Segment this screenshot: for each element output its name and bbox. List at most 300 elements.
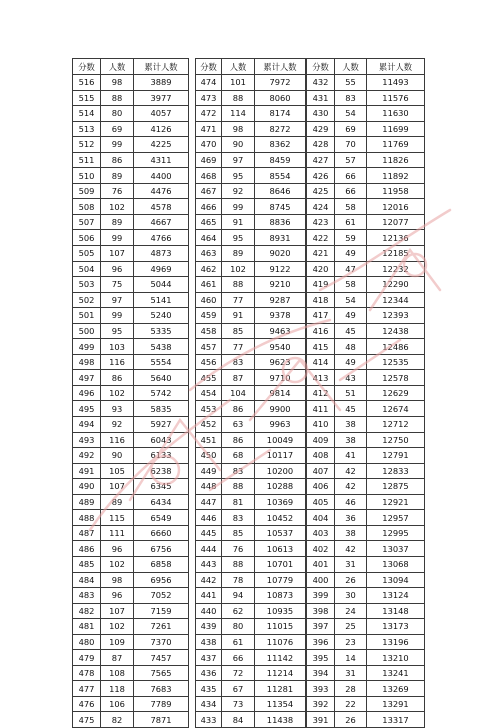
count-cell: 25 <box>335 619 367 635</box>
score-cell: 395 <box>307 650 335 666</box>
count-cell: 93 <box>101 401 134 417</box>
cumulative-cell: 13210 <box>367 650 425 666</box>
count-cell: 83 <box>335 90 367 106</box>
header-cumulative: 累计人数 <box>367 59 425 75</box>
table-body <box>73 75 189 728</box>
table-row <box>307 494 425 510</box>
score-cell: 483 <box>73 588 101 604</box>
table-row <box>196 230 306 246</box>
score-cell: 486 <box>73 541 101 557</box>
score-cell: 429 <box>307 121 335 137</box>
table-row <box>196 385 306 401</box>
table-row <box>307 370 425 386</box>
count-cell: 38 <box>335 525 367 541</box>
table-row <box>73 479 189 495</box>
table-header-row <box>307 59 425 75</box>
table-row <box>307 510 425 526</box>
table-row <box>196 292 306 308</box>
cumulative-cell: 7871 <box>134 712 189 728</box>
cumulative-cell: 8459 <box>255 152 306 168</box>
score-cell: 458 <box>196 323 222 339</box>
table-row <box>307 137 425 153</box>
cumulative-cell: 4766 <box>134 230 189 246</box>
cumulative-cell: 13037 <box>367 541 425 557</box>
table-row <box>307 354 425 370</box>
table-row <box>196 696 306 712</box>
header-score: 分数 <box>73 59 101 75</box>
table-row <box>307 90 425 106</box>
count-cell: 102 <box>222 261 255 277</box>
cumulative-cell: 7972 <box>255 75 306 91</box>
table-row <box>73 463 189 479</box>
table-row <box>196 541 306 557</box>
count-cell: 107 <box>101 246 134 262</box>
score-cell: 401 <box>307 556 335 572</box>
count-cell: 49 <box>335 246 367 262</box>
count-cell: 98 <box>101 572 134 588</box>
count-cell: 24 <box>335 603 367 619</box>
score-cell: 430 <box>307 106 335 122</box>
table-row <box>196 712 306 728</box>
cumulative-cell: 13196 <box>367 634 425 650</box>
cumulative-cell: 12535 <box>367 354 425 370</box>
table-row <box>73 510 189 526</box>
table-row <box>73 152 189 168</box>
count-cell: 115 <box>101 510 134 526</box>
cumulative-cell: 9378 <box>255 308 306 324</box>
table-row <box>73 665 189 681</box>
count-cell: 95 <box>222 230 255 246</box>
count-cell: 54 <box>335 106 367 122</box>
cumulative-cell: 4311 <box>134 152 189 168</box>
table-row <box>196 90 306 106</box>
cumulative-cell: 4969 <box>134 261 189 277</box>
table-row <box>73 214 189 230</box>
score-cell: 440 <box>196 603 222 619</box>
cumulative-cell: 11076 <box>255 634 306 650</box>
count-cell: 89 <box>101 168 134 184</box>
count-cell: 99 <box>101 230 134 246</box>
cumulative-cell: 12136 <box>367 230 425 246</box>
cumulative-cell: 11699 <box>367 121 425 137</box>
table-row <box>307 277 425 293</box>
cumulative-cell: 7683 <box>134 681 189 697</box>
score-cell: 456 <box>196 354 222 370</box>
count-cell: 97 <box>222 152 255 168</box>
score-cell: 418 <box>307 292 335 308</box>
table-body <box>307 75 425 728</box>
table-row <box>73 370 189 386</box>
cumulative-cell: 4476 <box>134 183 189 199</box>
table-row <box>73 308 189 324</box>
table-row <box>196 588 306 604</box>
header-score: 分数 <box>196 59 222 75</box>
cumulative-cell: 9814 <box>255 385 306 401</box>
count-cell: 86 <box>101 370 134 386</box>
cumulative-cell: 12016 <box>367 199 425 215</box>
score-cell: 409 <box>307 432 335 448</box>
count-cell: 101 <box>222 75 255 91</box>
count-cell: 85 <box>222 525 255 541</box>
table-row <box>307 634 425 650</box>
cumulative-cell: 6956 <box>134 572 189 588</box>
table-row <box>196 665 306 681</box>
score-cell: 419 <box>307 277 335 293</box>
cumulative-cell: 12995 <box>367 525 425 541</box>
cumulative-cell: 5927 <box>134 417 189 433</box>
count-cell: 59 <box>335 230 367 246</box>
cumulative-cell: 13148 <box>367 603 425 619</box>
table-row <box>307 448 425 464</box>
count-cell: 95 <box>222 168 255 184</box>
cumulative-cell: 5335 <box>134 323 189 339</box>
count-cell: 31 <box>335 556 367 572</box>
table-row <box>307 541 425 557</box>
score-cell: 416 <box>307 323 335 339</box>
score-cell: 414 <box>307 354 335 370</box>
count-cell: 98 <box>222 121 255 137</box>
count-cell: 106 <box>101 696 134 712</box>
score-cell: 447 <box>196 494 222 510</box>
cumulative-cell: 10452 <box>255 510 306 526</box>
cumulative-cell: 5044 <box>134 277 189 293</box>
count-cell: 88 <box>222 90 255 106</box>
cumulative-cell: 12344 <box>367 292 425 308</box>
table-row <box>196 214 306 230</box>
cumulative-cell: 4873 <box>134 246 189 262</box>
cumulative-cell: 9122 <box>255 261 306 277</box>
score-cell: 512 <box>73 137 101 153</box>
score-cell: 474 <box>196 75 222 91</box>
cumulative-cell: 9963 <box>255 417 306 433</box>
cumulative-cell: 10935 <box>255 603 306 619</box>
table-row <box>73 199 189 215</box>
table-row <box>196 199 306 215</box>
score-cell: 508 <box>73 199 101 215</box>
table-row <box>196 401 306 417</box>
score-cell: 391 <box>307 712 335 728</box>
cumulative-cell: 7457 <box>134 650 189 666</box>
table-row <box>307 246 425 262</box>
table-row <box>73 634 189 650</box>
cumulative-cell: 12185 <box>367 246 425 262</box>
table-row <box>73 121 189 137</box>
score-cell: 500 <box>73 323 101 339</box>
score-cell: 514 <box>73 106 101 122</box>
score-cell: 392 <box>307 696 335 712</box>
score-cell: 495 <box>73 401 101 417</box>
score-cell: 452 <box>196 417 222 433</box>
count-cell: 102 <box>101 556 134 572</box>
cumulative-cell: 10049 <box>255 432 306 448</box>
count-cell: 58 <box>335 199 367 215</box>
count-cell: 87 <box>101 650 134 666</box>
cumulative-cell: 9210 <box>255 277 306 293</box>
cumulative-cell: 12791 <box>367 448 425 464</box>
count-cell: 88 <box>222 277 255 293</box>
count-cell: 92 <box>222 183 255 199</box>
table-row <box>196 432 306 448</box>
count-cell: 31 <box>335 665 367 681</box>
cumulative-cell: 6238 <box>134 463 189 479</box>
table-row <box>307 619 425 635</box>
score-cell: 491 <box>73 463 101 479</box>
count-cell: 98 <box>101 75 134 91</box>
score-cell: 464 <box>196 230 222 246</box>
count-cell: 97 <box>101 292 134 308</box>
table-row <box>73 494 189 510</box>
cumulative-cell: 12712 <box>367 417 425 433</box>
cumulative-cell: 13124 <box>367 588 425 604</box>
count-cell: 116 <box>101 354 134 370</box>
score-cell: 466 <box>196 199 222 215</box>
score-cell: 397 <box>307 619 335 635</box>
table-row <box>73 354 189 370</box>
score-table-2 <box>195 58 306 728</box>
score-cell: 438 <box>196 634 222 650</box>
cumulative-cell: 10701 <box>255 556 306 572</box>
table-row <box>196 681 306 697</box>
count-cell: 116 <box>101 432 134 448</box>
header-cumulative: 累计人数 <box>255 59 306 75</box>
count-cell: 72 <box>222 665 255 681</box>
count-cell: 86 <box>222 432 255 448</box>
count-cell: 55 <box>335 75 367 91</box>
count-cell: 68 <box>222 448 255 464</box>
table-row <box>73 323 189 339</box>
table-row <box>196 619 306 635</box>
cumulative-cell: 9900 <box>255 401 306 417</box>
count-cell: 57 <box>335 152 367 168</box>
cumulative-cell: 12486 <box>367 339 425 355</box>
score-cell: 490 <box>73 479 101 495</box>
table-row <box>73 90 189 106</box>
table-body <box>196 75 306 728</box>
table-row <box>307 556 425 572</box>
table-row <box>307 463 425 479</box>
score-cell: 505 <box>73 246 101 262</box>
table-row <box>196 121 306 137</box>
table-row <box>307 572 425 588</box>
score-cell: 407 <box>307 463 335 479</box>
cumulative-cell: 13241 <box>367 665 425 681</box>
score-cell: 437 <box>196 650 222 666</box>
score-cell: 411 <box>307 401 335 417</box>
cumulative-cell: 7370 <box>134 634 189 650</box>
score-cell: 444 <box>196 541 222 557</box>
score-cell: 496 <box>73 385 101 401</box>
score-cell: 445 <box>196 525 222 541</box>
table-row <box>196 277 306 293</box>
count-cell: 54 <box>335 292 367 308</box>
table-row <box>196 339 306 355</box>
count-cell: 85 <box>222 323 255 339</box>
table-row <box>307 308 425 324</box>
score-cell: 450 <box>196 448 222 464</box>
score-cell: 481 <box>73 619 101 635</box>
header-score: 分数 <box>307 59 335 75</box>
table-row <box>307 665 425 681</box>
score-table-1 <box>72 58 189 728</box>
count-cell: 99 <box>222 199 255 215</box>
cumulative-cell: 5438 <box>134 339 189 355</box>
cumulative-cell: 9540 <box>255 339 306 355</box>
count-cell: 78 <box>222 572 255 588</box>
table-row <box>307 75 425 91</box>
table-row <box>73 339 189 355</box>
header-count: 人数 <box>222 59 255 75</box>
score-cell: 457 <box>196 339 222 355</box>
count-cell: 42 <box>335 541 367 557</box>
cumulative-cell: 12833 <box>367 463 425 479</box>
table-row <box>307 106 425 122</box>
table-row <box>196 556 306 572</box>
count-cell: 69 <box>101 121 134 137</box>
cumulative-cell: 6660 <box>134 525 189 541</box>
table-row <box>73 541 189 557</box>
table-row <box>73 696 189 712</box>
count-cell: 103 <box>101 339 134 355</box>
count-cell: 88 <box>222 479 255 495</box>
score-cell: 394 <box>307 665 335 681</box>
cumulative-cell: 10613 <box>255 541 306 557</box>
count-cell: 30 <box>335 588 367 604</box>
count-cell: 95 <box>101 323 134 339</box>
cumulative-cell: 7052 <box>134 588 189 604</box>
count-cell: 83 <box>222 354 255 370</box>
cumulative-cell: 5240 <box>134 308 189 324</box>
score-cell: 443 <box>196 556 222 572</box>
count-cell: 96 <box>101 541 134 557</box>
score-cell: 515 <box>73 90 101 106</box>
count-cell: 84 <box>222 712 255 728</box>
count-cell: 105 <box>101 463 134 479</box>
count-cell: 51 <box>335 385 367 401</box>
score-cell: 406 <box>307 479 335 495</box>
table-row <box>196 603 306 619</box>
score-cell: 497 <box>73 370 101 386</box>
score-cell: 506 <box>73 230 101 246</box>
cumulative-cell: 9623 <box>255 354 306 370</box>
table-row <box>196 634 306 650</box>
count-cell: 26 <box>335 712 367 728</box>
cumulative-cell: 9020 <box>255 246 306 262</box>
score-cell: 478 <box>73 665 101 681</box>
table-row <box>307 199 425 215</box>
table-row <box>307 183 425 199</box>
cumulative-cell: 5835 <box>134 401 189 417</box>
table-row <box>196 417 306 433</box>
cumulative-cell: 7159 <box>134 603 189 619</box>
count-cell: 96 <box>101 261 134 277</box>
count-cell: 91 <box>222 214 255 230</box>
cumulative-cell: 8554 <box>255 168 306 184</box>
table-row <box>196 463 306 479</box>
score-cell: 494 <box>73 417 101 433</box>
table-row <box>73 292 189 308</box>
table-row <box>73 106 189 122</box>
score-cell: 426 <box>307 168 335 184</box>
cumulative-cell: 13317 <box>367 712 425 728</box>
count-cell: 83 <box>222 463 255 479</box>
score-cell: 425 <box>307 183 335 199</box>
cumulative-cell: 8836 <box>255 214 306 230</box>
score-cell: 393 <box>307 681 335 697</box>
count-cell: 42 <box>335 463 367 479</box>
cumulative-cell: 11826 <box>367 152 425 168</box>
cumulative-cell: 12290 <box>367 277 425 293</box>
count-cell: 81 <box>222 494 255 510</box>
count-cell: 108 <box>101 665 134 681</box>
count-cell: 80 <box>101 106 134 122</box>
cumulative-cell: 10117 <box>255 448 306 464</box>
count-cell: 38 <box>335 417 367 433</box>
count-cell: 45 <box>335 323 367 339</box>
score-cell: 485 <box>73 556 101 572</box>
count-cell: 26 <box>335 572 367 588</box>
cumulative-cell: 4126 <box>134 121 189 137</box>
cumulative-cell: 12232 <box>367 261 425 277</box>
count-cell: 92 <box>101 417 134 433</box>
score-cell: 451 <box>196 432 222 448</box>
table-row <box>307 261 425 277</box>
cumulative-cell: 13173 <box>367 619 425 635</box>
score-cell: 472 <box>196 106 222 122</box>
table-row <box>73 246 189 262</box>
count-cell: 73 <box>222 696 255 712</box>
score-cell: 415 <box>307 339 335 355</box>
table-row <box>307 696 425 712</box>
cumulative-cell: 12077 <box>367 214 425 230</box>
table-row <box>196 510 306 526</box>
count-cell: 45 <box>335 401 367 417</box>
table-row <box>73 385 189 401</box>
count-cell: 70 <box>335 137 367 153</box>
cumulative-cell: 8174 <box>255 106 306 122</box>
count-cell: 118 <box>101 681 134 697</box>
cumulative-cell: 11892 <box>367 168 425 184</box>
score-cell: 420 <box>307 261 335 277</box>
count-cell: 89 <box>101 494 134 510</box>
score-cell: 402 <box>307 541 335 557</box>
score-cell: 503 <box>73 277 101 293</box>
count-cell: 42 <box>335 479 367 495</box>
cumulative-cell: 13094 <box>367 572 425 588</box>
table-row <box>307 339 425 355</box>
count-cell: 66 <box>335 183 367 199</box>
score-cell: 441 <box>196 588 222 604</box>
count-cell: 102 <box>101 199 134 215</box>
count-cell: 43 <box>335 370 367 386</box>
cumulative-cell: 12957 <box>367 510 425 526</box>
table-row <box>73 230 189 246</box>
score-cell: 462 <box>196 261 222 277</box>
score-cell: 412 <box>307 385 335 401</box>
cumulative-cell: 11142 <box>255 650 306 666</box>
count-cell: 82 <box>101 712 134 728</box>
table-row <box>196 525 306 541</box>
score-cell: 399 <box>307 588 335 604</box>
cumulative-cell: 4400 <box>134 168 189 184</box>
cumulative-cell: 11630 <box>367 106 425 122</box>
count-cell: 69 <box>335 121 367 137</box>
count-cell: 89 <box>101 214 134 230</box>
score-cell: 467 <box>196 183 222 199</box>
count-cell: 48 <box>335 339 367 355</box>
score-cell: 448 <box>196 479 222 495</box>
count-cell: 49 <box>335 354 367 370</box>
table-row <box>73 650 189 666</box>
